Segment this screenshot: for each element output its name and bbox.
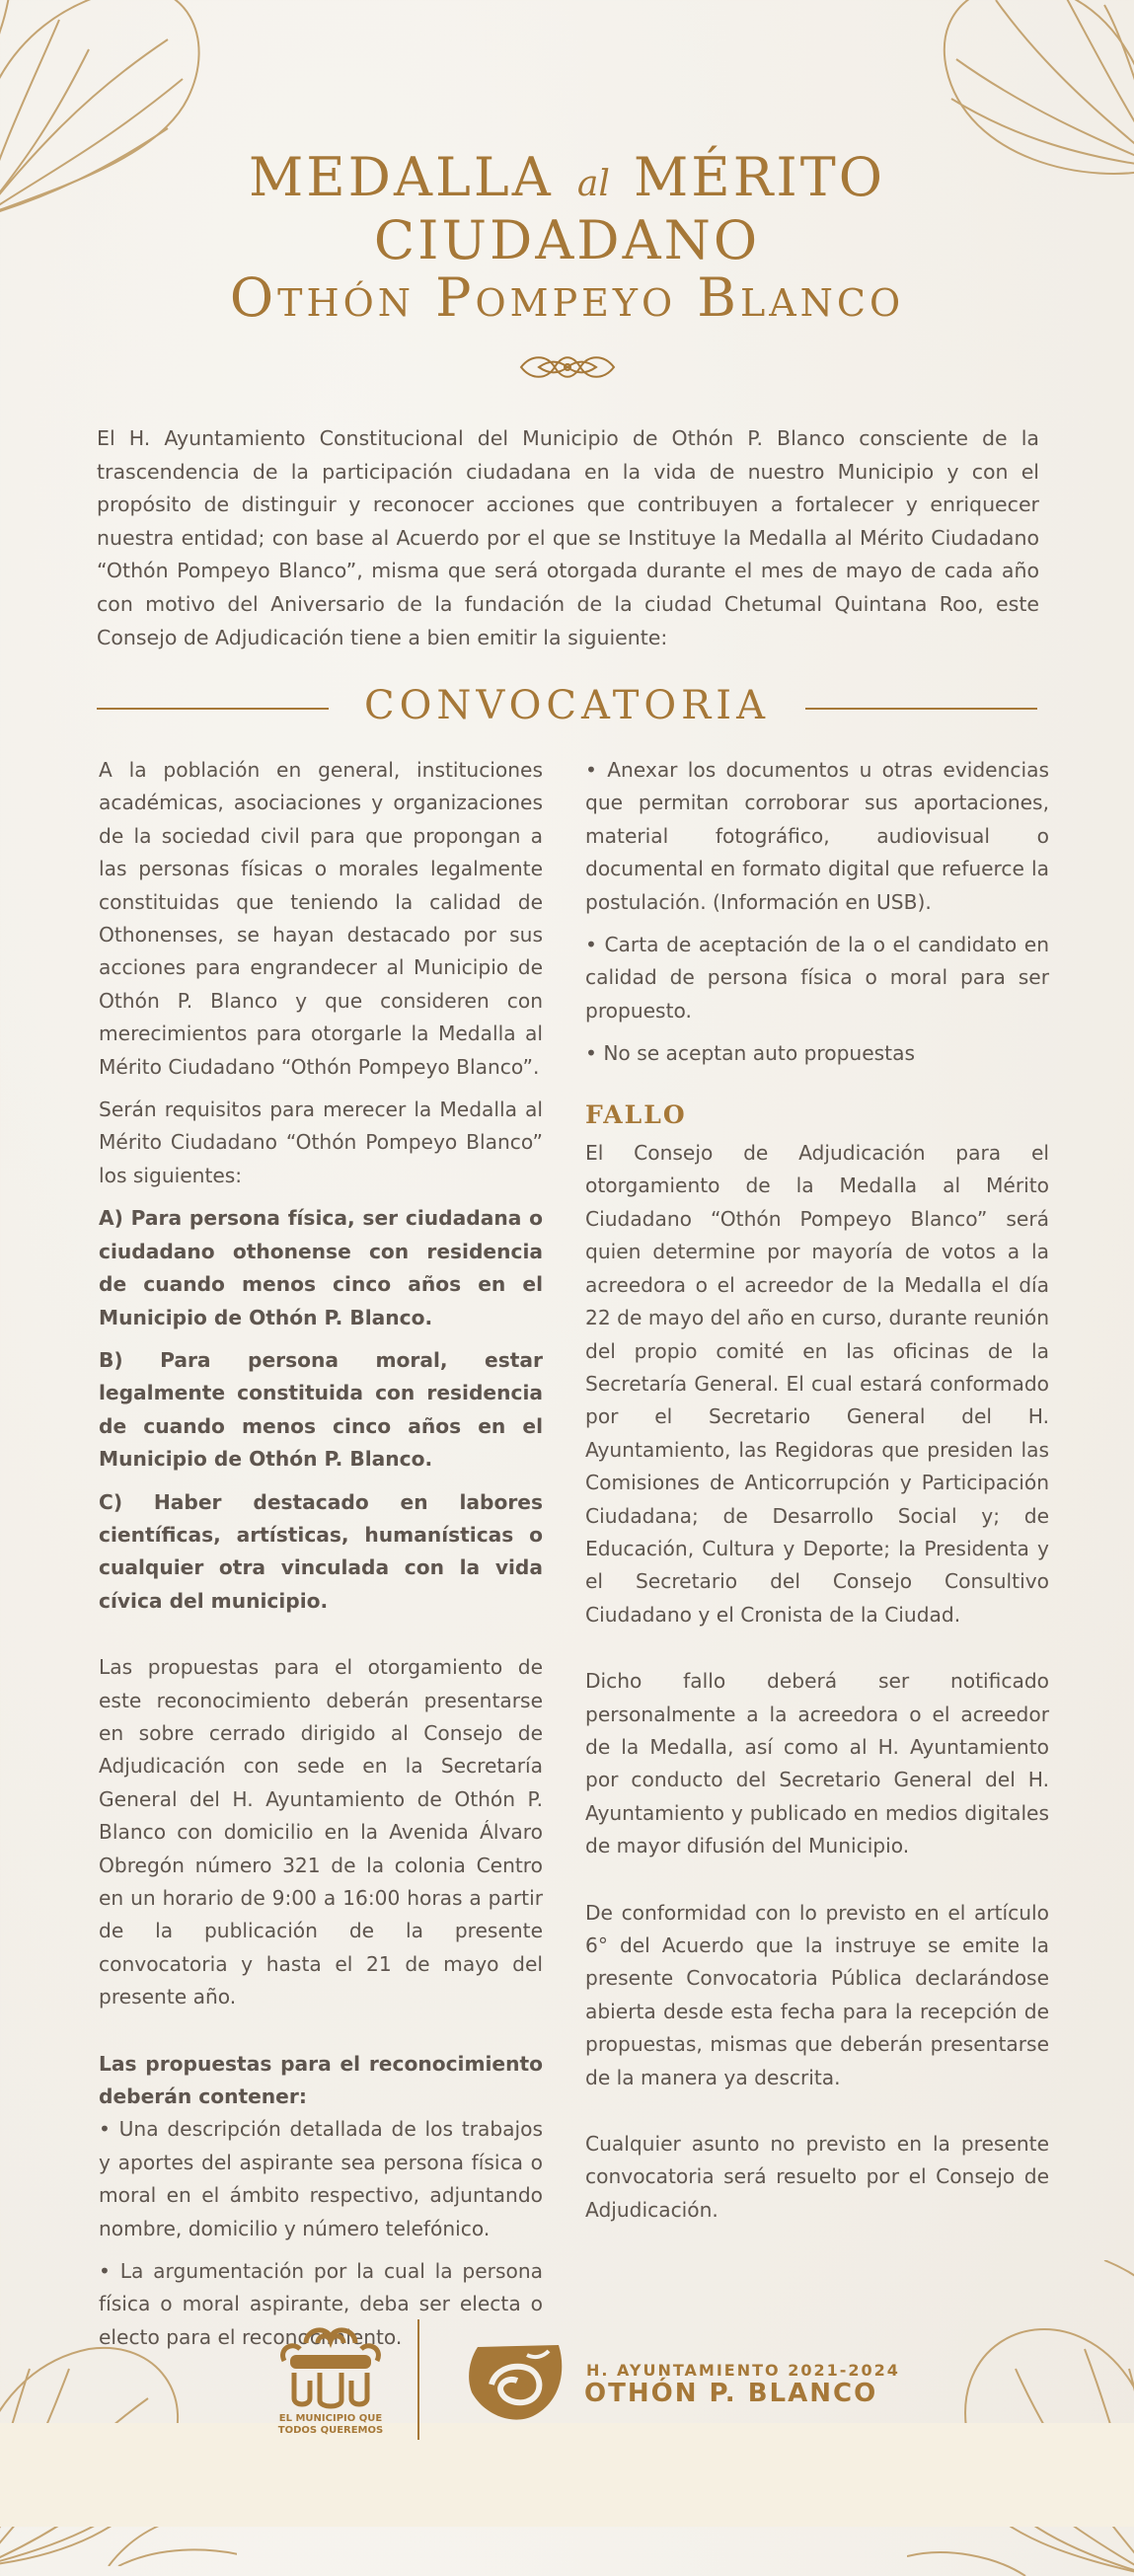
fallo-paragraph-2: Dicho fallo deberá ser notificado personalmente a la acreedora o el acreedor de la Medalla, así como al H. Ayuntamiento por conducto del Secretario General del H. Ayuntamiento y publicado en medios digitales de mayor difusión del Municipio. xyxy=(585,1669,1049,1858)
heading-rule-right xyxy=(805,708,1037,710)
fallo-paragraph-1: El Consejo de Adjudicación para el otorgamiento de la Medalla al Mérito Ciudadano “Othón Pompeyo Blanco” será quien determine por mayoría de votos a la acreedora o el acreedor de la Medalla el día 22 de mayo del año en curso, durante reunión del propio comité en las oficinas de la Secretaría General. El cual estará conformado por el Secretario General del H. Ayuntamiento, las Regidoras que presiden las Comisiones de Anticorrupción y Participación Ciudadana; de Desarrollo Social y; de Educación, Cultura y Deporte; la Presidenta y el Secretario del Consejo Consultivo Ciudadano y el Cronista de la Ciudad. xyxy=(585,1141,1049,1627)
left-column xyxy=(99,754,543,2364)
convocatoria-heading: CONVOCATORIA xyxy=(364,683,770,728)
municipio-slogan-line-1: EL MUNICIPIO QUE xyxy=(278,2413,383,2424)
ayuntamiento-period: H. AYUNTAMIENTO 2021-2024 xyxy=(586,2361,900,2380)
title-line-2: CIUDADANO xyxy=(373,209,761,271)
fallo-paragraph-4: Cualquier asunto no previsto en la presente convocatoria será resuelto por el Consejo de Adjudicación. xyxy=(585,2132,1049,2222)
requirements-intro: Serán requisitos para merecer la Medalla al Mérito Ciudadano “Othón Pompeyo Blanco” los siguientes: xyxy=(99,1098,543,1187)
intro-paragraph: El H. Ayuntamiento Constitucional del Municipio de Othón P. Blanco consciente de la trascendencia de la participación ciudadana en la vida de nuestro Municipio y con el propósito de distinguir y reconocer acciones que contribuyen a fortalecer y enriquecer nuestra entidad; con base al Acuerdo por el que se Instituye la Medalla al Mérito Ciudadano “Othón Pompeyo Blanco”, misma que será otorgada durante el mes de mayo de cada año con motivo del Aniversario de la fundación de la ciudad Chetumal Quintana Roo, este Consejo de Adjudicación tiene a bien emitir la siguiente: xyxy=(97,426,1039,649)
municipio-slogan-line-2: TODOS QUEREMOS xyxy=(277,2425,384,2436)
flower-bottom-right-icon xyxy=(907,2260,1134,2576)
requirement-c: C) Haber destacado en labores científicas, artísticas, humanísticas o cualquier otra vinculada con la vida cívica del municipio. xyxy=(99,1489,543,1613)
requirement-bullet-3: • Anexar los documentos u otras evidencias que permitan corroborar sus aportaciones, material fotográfico, audiovisual o documental en formato digital que refuerce la postulación. (Información en USB). xyxy=(585,758,1049,914)
call-paragraph: A la población en general, instituciones académicas, asociaciones y organizaciones de la sociedad civil para que propongan a las personas físicas o morales legalmente constituidas que teniendo la calidad de Othonenses, se hayan destacado por sus acciones para engrandecer al Municipio de Othón P. Blanco y que consideren con merecimientos para otorgarle la Medalla al Mérito Ciudadano “Othón Pompeyo Blanco”. xyxy=(99,758,543,1079)
title-line-3: Othón Pompeyo Blanco xyxy=(229,266,905,329)
requirement-a: A) Para persona física, ser ciudadana o ciudadano othonense con residencia de cuando menos cinco años en el Municipio de Othón P. Blanco. xyxy=(99,1206,543,1329)
mayan-glyph-logo-icon xyxy=(276,2321,385,2416)
title-word-merito: MÉRITO xyxy=(634,146,886,208)
title-line-1 xyxy=(0,146,1134,208)
scroll-ornament-icon xyxy=(519,350,616,388)
submission-paragraph: Las propuestas para el otorgamiento de este reconocimiento deberán presentarse en sobre cerrado dirigido al Consejo de Adjudicación con sede en la Secretaría General del H. Ayuntamiento de Othón P. Blanco con domicilio en la Avenida Álvaro Obregón número 321 de la colonia Centro en un horario de 9:00 a 16:00 horas a partir de la publicación de la presente convocatoria y hasta el 21 de mayo del presente año. xyxy=(99,1655,543,2009)
requirement-bullet-5: • No se aceptan auto propuestas xyxy=(585,1041,915,1066)
requirement-b: B) Para persona moral, estar legalmente constituida con residencia de cuando menos cinco años en el Municipio de Othón P. Blanco. xyxy=(99,1347,543,1472)
fallo-paragraph-3: De conformidad con lo previsto en el artículo 6° del Acuerdo que la instruye se emite la presente Convocatoria Pública declarándose abierta desde esta fecha para la recepción de propuestas, mismas que deberán presentarse de la manera ya descrita. xyxy=(585,1900,1049,2089)
right-column xyxy=(585,754,1049,2236)
municipio-slogan xyxy=(266,2413,395,2437)
title-word-medalla: MEDALLA xyxy=(248,146,554,208)
manatee-seal-logo-icon xyxy=(464,2341,568,2426)
requirement-bullet-4: • Carta de aceptación de la o el candidato en calidad de persona física o moral para ser propuesto. xyxy=(585,933,1049,1023)
requirement-bullet-2: • La argumentación por la cual la persona física o moral aspirante, deba ser electa o electo para el reconocimiento. xyxy=(99,2259,543,2349)
footer-band xyxy=(0,2423,1134,2527)
fallo-heading: FALLO xyxy=(585,1099,687,1129)
ayuntamiento-name: OTHÓN P. BLANCO xyxy=(584,2379,878,2408)
footer-divider xyxy=(417,2319,419,2440)
title-word-al: al xyxy=(576,164,610,204)
contents-heading: Las propuestas para el reconocimiento deberán contener: xyxy=(99,2051,543,2109)
requirement-bullet-1: • Una descripción detallada de los trabajos y aportes del aspirante sea persona física o moral en el ámbito respectivo, adjuntando nombre, domicilio y número telefónico. xyxy=(99,2117,543,2240)
